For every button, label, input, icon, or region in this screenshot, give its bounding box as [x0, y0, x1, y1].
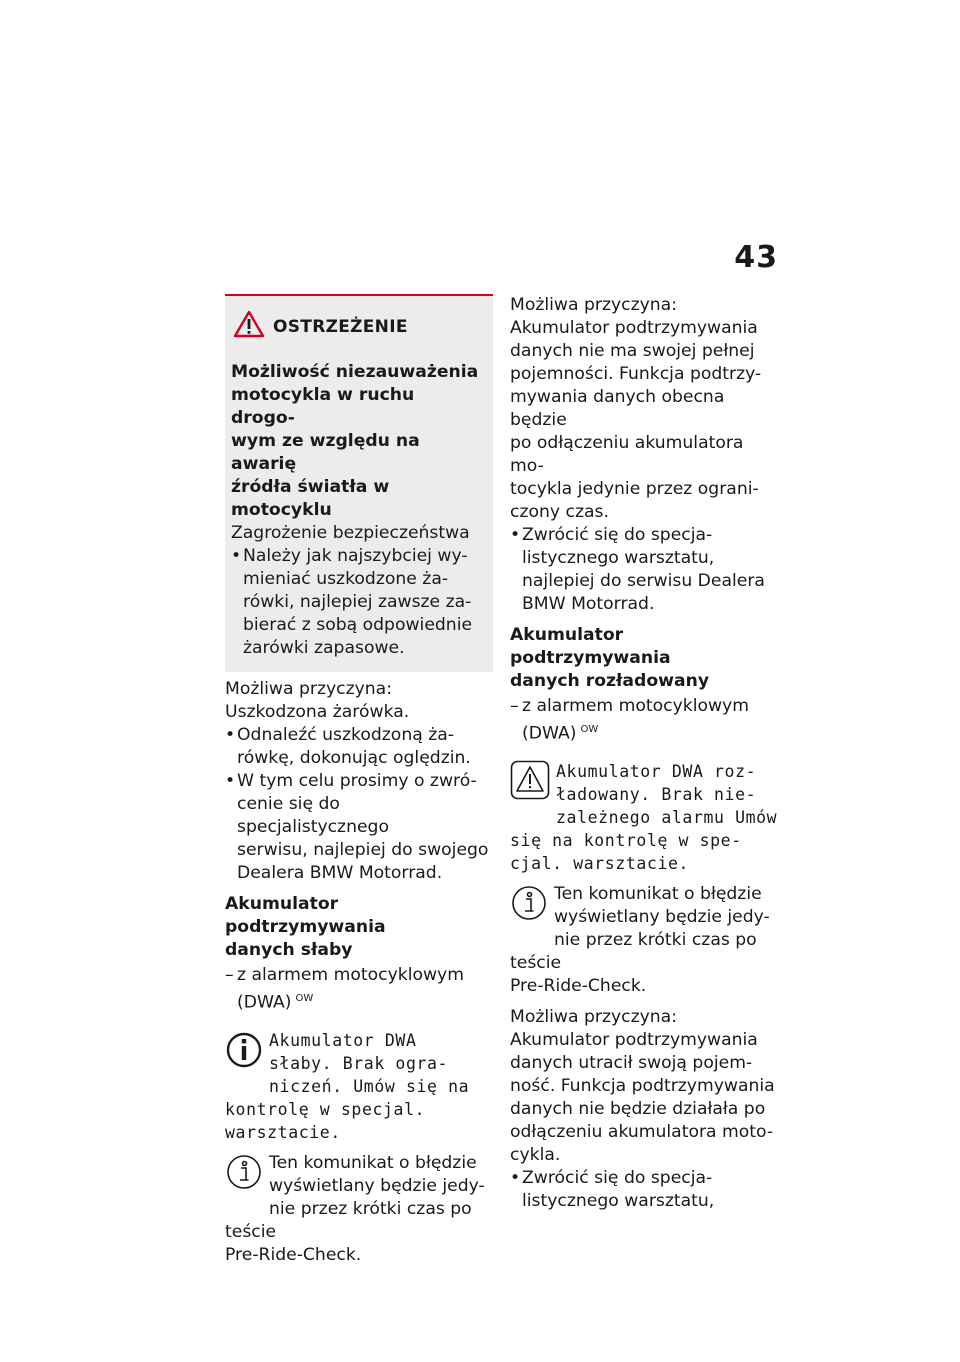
info-icon [225, 1029, 263, 1078]
cause-line: danych nie będzie działała po [510, 1098, 766, 1119]
bullet-line: Dealera BMW Motorrad. [237, 863, 443, 883]
cause-label: Możliwa przyczyna: [225, 679, 392, 699]
display-line: cjal. warsztacie. [510, 853, 690, 873]
display-line: kontrolę w specjal. [225, 1099, 426, 1119]
warning-subtitle: Zagrożenie bezpieczeństwa [231, 523, 470, 543]
warning-triangle-icon [233, 310, 265, 345]
bullet-line: mieniać uszkodzone ża- [243, 569, 449, 589]
info-line: Pre-Ride-Check. [510, 975, 647, 996]
warning-triangle-icon [510, 760, 550, 807]
info-line: wyświetlany będzie jedy- [554, 906, 770, 927]
cause-line: mywania danych obecna będzie [510, 387, 725, 430]
warning-heading [231, 361, 483, 522]
cause-text [510, 1029, 782, 1167]
info-line: wyświetlany będzie jedy- [269, 1175, 485, 1196]
right-column [510, 294, 782, 1213]
dash-line: (DWA) [522, 723, 577, 744]
cause-line: ność. Funkcja podtrzymywania [510, 1075, 775, 1096]
info-line: nie przez krótki czas po teście [510, 929, 757, 973]
bullet-line: serwisu, najlepiej do swojego [237, 840, 489, 860]
cause-line: po odłączeniu akumulatora mo- [510, 433, 744, 476]
cause-line: tocykla jedynie przez ograni- [510, 479, 759, 499]
cause-label: Możliwa przyczyna: [510, 1006, 677, 1027]
bullet-line: BMW Motorrad. [522, 594, 655, 614]
warning-title: OSTRZEŻENIE [273, 317, 408, 337]
display-line: Akumulator DWA [269, 1030, 417, 1050]
bullet-line: rówkę, dokonując oględzin. [237, 748, 471, 768]
bullet-line: Odnaleźć uszkodzoną ża- [237, 725, 454, 745]
cause-line: odłączeniu akumulatora moto- [510, 1121, 774, 1142]
info-line: Pre-Ride-Check. [225, 1244, 362, 1265]
display-line: ładowany. Brak nie- [556, 784, 757, 804]
cause-line: Akumulator podtrzymywania [510, 318, 758, 338]
bullet-line: rówki, najlepiej zawsze za- [243, 592, 472, 612]
display-line: słaby. Brak ogra- [269, 1053, 449, 1073]
dash-item: – z alarmem motocyklowym (DWA) $^{OW}$ [510, 695, 782, 746]
cause-line: Akumulator podtrzymywania [510, 1029, 758, 1050]
page-number: 43 [734, 240, 778, 275]
bullet-line: żarówki zapasowe. [243, 638, 405, 658]
cause-line: cykla. [510, 1144, 561, 1165]
section-heading [225, 893, 493, 962]
bullet-line: W tym celu prosimy o zwró- [237, 771, 477, 791]
display-line: się na kontrolę w spe- [510, 830, 742, 850]
ow-superscript: OW [295, 993, 314, 1004]
warning-heading-line: wym ze względu na awarię [231, 431, 420, 474]
bullet-line: Zwrócić się do specja- [522, 525, 713, 545]
bullet-line: najlepiej do serwisu Dealera [522, 571, 765, 591]
dash-line: z alarmem motocyklowym [522, 696, 749, 716]
ow-superscript: OW [580, 724, 599, 735]
left-column [225, 294, 493, 1275]
display-message [510, 760, 782, 875]
list-item: • Zwrócić się do specja- listycznego warsztatu, najlepiej do serwisu Dealera BMW Motorrad. [510, 524, 782, 616]
display-line: Akumulator DWA roz- [556, 761, 757, 781]
bullet-line: cenie się do specjalistycznego [237, 794, 389, 837]
section-heading-line: danych rozładowany [510, 671, 710, 691]
info-note [225, 1152, 493, 1267]
display-line: zależnego alarmu Umów [556, 807, 778, 827]
info-line: Ten komunikat o błędzie [554, 883, 762, 904]
section-heading-line: Akumulator podtrzymywania [510, 625, 671, 668]
info-outline-icon [510, 883, 548, 930]
list-item: • Zwrócić się do specja- listycznego warsztatu, [510, 1167, 782, 1213]
info-line: nie przez krótki czas po teście [225, 1198, 472, 1242]
bullet-dot: • [231, 546, 242, 566]
info-note [510, 883, 782, 998]
list-item: • W tym celu prosimy o zwró- cenie się do specjalistycznego serwisu, najlepiej do swojego Dealera BMW Motorrad. [225, 770, 493, 885]
display-line: niczeń. Umów się na [269, 1076, 470, 1096]
info-outline-icon [225, 1152, 263, 1199]
warning-heading-line: motocykla w ruchu drogo- [231, 385, 415, 428]
dash-item: – z alarmem motocyklowym (DWA) $^{OW}$ [225, 964, 493, 1015]
info-line: Ten komunikat o błędzie [269, 1152, 477, 1173]
section-heading [510, 624, 782, 693]
bullet-line: listycznego warsztatu, [522, 1190, 715, 1211]
cause-line: danych utracił swoją pojem- [510, 1052, 753, 1073]
warning-heading-line: źródła światła w motocyklu [231, 477, 390, 520]
bullet-line: listycznego warsztatu, [522, 548, 715, 568]
cause-text [510, 317, 782, 524]
warning-header [231, 310, 483, 345]
cause-label: Możliwa przyczyna: [510, 295, 677, 315]
list-item: • Odnaleźć uszkodzoną ża- rówkę, dokonując oględzin. [225, 724, 493, 770]
cause-line: czony czas. [510, 502, 609, 522]
display-message [225, 1029, 493, 1144]
warning-box [225, 294, 493, 672]
dash-line: z alarmem motocyklowym [237, 965, 464, 985]
display-line: warsztacie. [225, 1122, 341, 1142]
bullet-line: bierać z sobą odpowiednie [243, 615, 473, 635]
warning-bullet [231, 545, 483, 660]
warning-heading-line: Możliwość niezauważenia [231, 362, 479, 382]
bullet-line: Zwrócić się do specja- [522, 1167, 713, 1188]
cause-line: pojemności. Funkcja podtrzy- [510, 364, 762, 384]
section-heading-line: danych słaby [225, 940, 353, 960]
cause-text: Uszkodzona żarówka. [225, 702, 410, 722]
cause-line: danych nie ma swojej pełnej [510, 341, 755, 361]
bullet-line: Należy jak najszybciej wy- [243, 546, 468, 566]
dash-line: (DWA) [237, 992, 292, 1013]
section-heading-line: Akumulator podtrzymywania [225, 894, 386, 937]
